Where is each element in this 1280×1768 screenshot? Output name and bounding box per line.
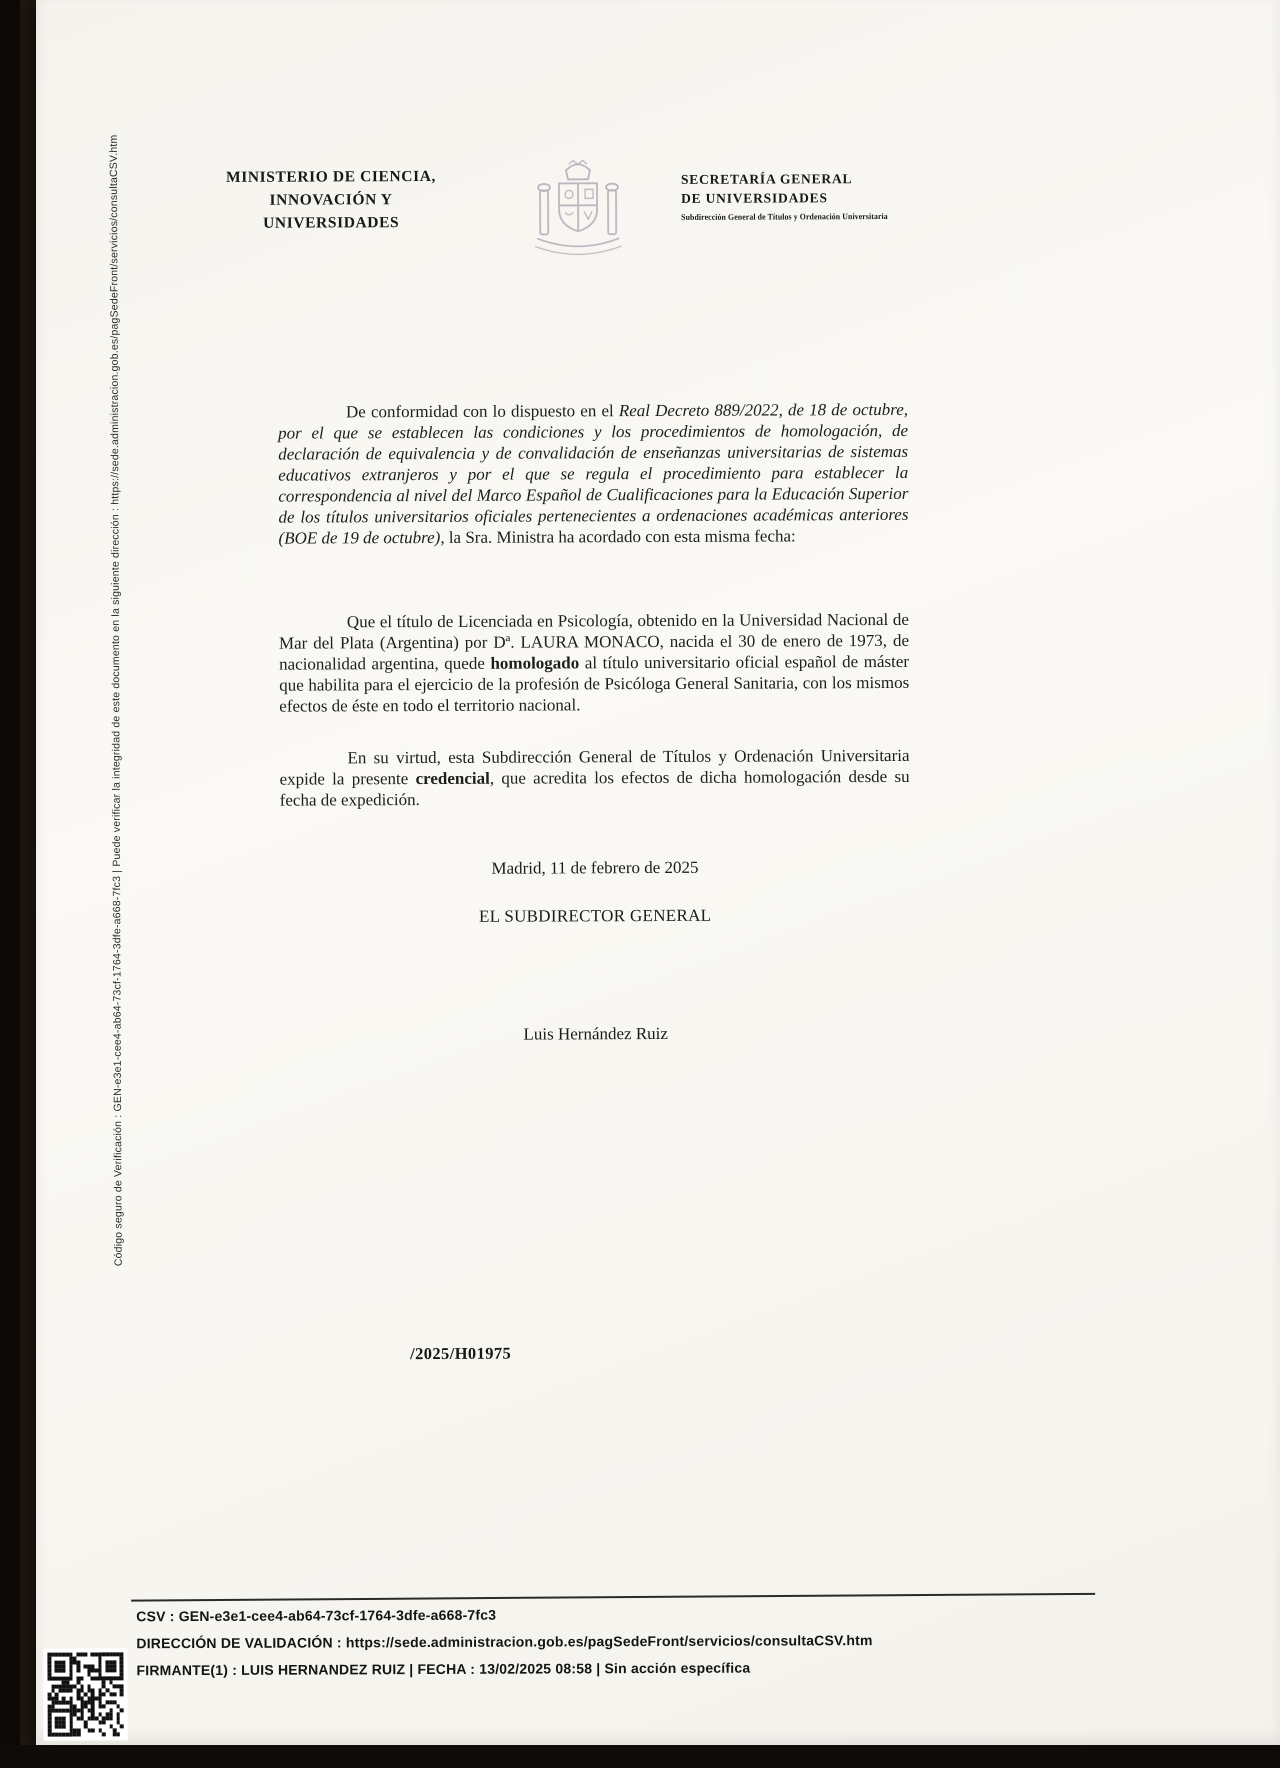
p3-credencial-bold: credencial [415, 768, 490, 789]
csv-value: GEN-e3e1-cee4-ab64-73cf-1764-3dfe-a668-7fc3 [178, 1606, 497, 1625]
document-content [32, 0, 1280, 1748]
document-page [36, 0, 1280, 1745]
scan-black-edge-bottom [0, 1745, 1280, 1768]
dateline: Madrid, 11 de febrero de 2025 [491, 857, 699, 878]
signer-title: EL SUBDIRECTOR GENERAL [478, 905, 712, 926]
qr-code-grid [47, 1652, 123, 1736]
ministry-header [197, 165, 465, 235]
secretariat-header [681, 169, 981, 222]
csv-label: CSV : [136, 1608, 179, 1625]
secretariat-line-2: DE UNIVERSIDADES [681, 190, 828, 206]
reference-number: /2025/H01975 [410, 1343, 512, 1364]
subdirectorate-label: Subdirección General de Títulos y Ordenación Universitaria [681, 210, 888, 222]
p1-intro: De conformidad con lo dispuesto en el [345, 401, 619, 422]
spain-coat-of-arms-icon [525, 154, 632, 276]
paragraph-resolution [279, 609, 909, 717]
paragraph-legal-basis [278, 399, 909, 549]
p2-homologado-bold: homologado [490, 653, 580, 673]
vertical-csv-text: Código seguro de Verificación : GEN-e3e1-cee4-ab64-73cf-1764-3dfe-a668-7fc3 | Puede verificar la integridad de este documento en la siguiente dirección : https://sede.administracion.gob.es/pagSedeFront/servicios/consultaCSV.htm [107, 134, 125, 1267]
ministry-line-1: MINISTERIO DE CIENCIA, [225, 167, 436, 186]
ministry-line-2: INNOVACIÓN Y [269, 191, 393, 209]
ministry-line-3: UNIVERSIDADES [263, 214, 400, 232]
footer-firmante-line: FIRMANTE(1) : LUIS HERNANDEZ RUIZ | FECHA : 13/02/2025 08:58 | Sin acción específica [136, 1659, 751, 1679]
validation-url: https://sede.administracion.gob.es/pagSedeFront/servicios/consultaCSV.htm [345, 1632, 873, 1651]
secretariat-line-1: SECRETARÍA GENERAL [680, 171, 853, 187]
p1-close: , la Sra. Ministra ha acordado con esta misma fecha: [440, 526, 796, 547]
signer-name: Luis Hernández Ruiz [523, 1023, 668, 1044]
validation-label: DIRECCIÓN DE VALIDACIÓN : [136, 1634, 346, 1652]
p1-decree-italic: Real Decreto 889/2022, de 18 de octubre, por el que se establecen las condiciones y los procedimientos de homologación, de declaración de equivalencia y de convalidación de enseñanzas universitarias de sistemas educativos extranjeros y por el que se regula el procedimiento para establecer la correspondencia al nivel del Marco Español de Cualificaciones para la Educación Superior de los títulos universitarios oficiales pertenecientes a ordenaciones académicas anteriores (BOE de 19 de octubre) [278, 399, 909, 548]
footer-validation-line [136, 1632, 872, 1651]
footer-divider [131, 1593, 1095, 1602]
paragraph-credential-issue [279, 745, 909, 811]
scan-black-edge-left [0, 0, 20, 1768]
p2-part2: al título universitario oficial español de máster que habilita para el ejercicio de la profesión de Psicóloga General Sanitaria, con los mismos efectos de éste en todo el territorio nacional. [279, 651, 910, 716]
p3-part1: En su virtud, esta Subdirección General de Títulos y Ordenación Universitaria expide la presente [279, 745, 910, 789]
p3-part2: , que acredita los efectos de dicha homologación desde su fecha de expedición. [279, 766, 910, 810]
p2-part1: Que el título de Licenciada en Psicología, obtenido en la Universidad Nacional de Mar del Plata (Argentina) por Dª. LAURA MONACO, nacida el 30 de enero de 1973, de nacionalidad argentina, quede [278, 609, 910, 674]
qr-code [43, 1648, 127, 1740]
footer-csv-line [136, 1607, 496, 1625]
